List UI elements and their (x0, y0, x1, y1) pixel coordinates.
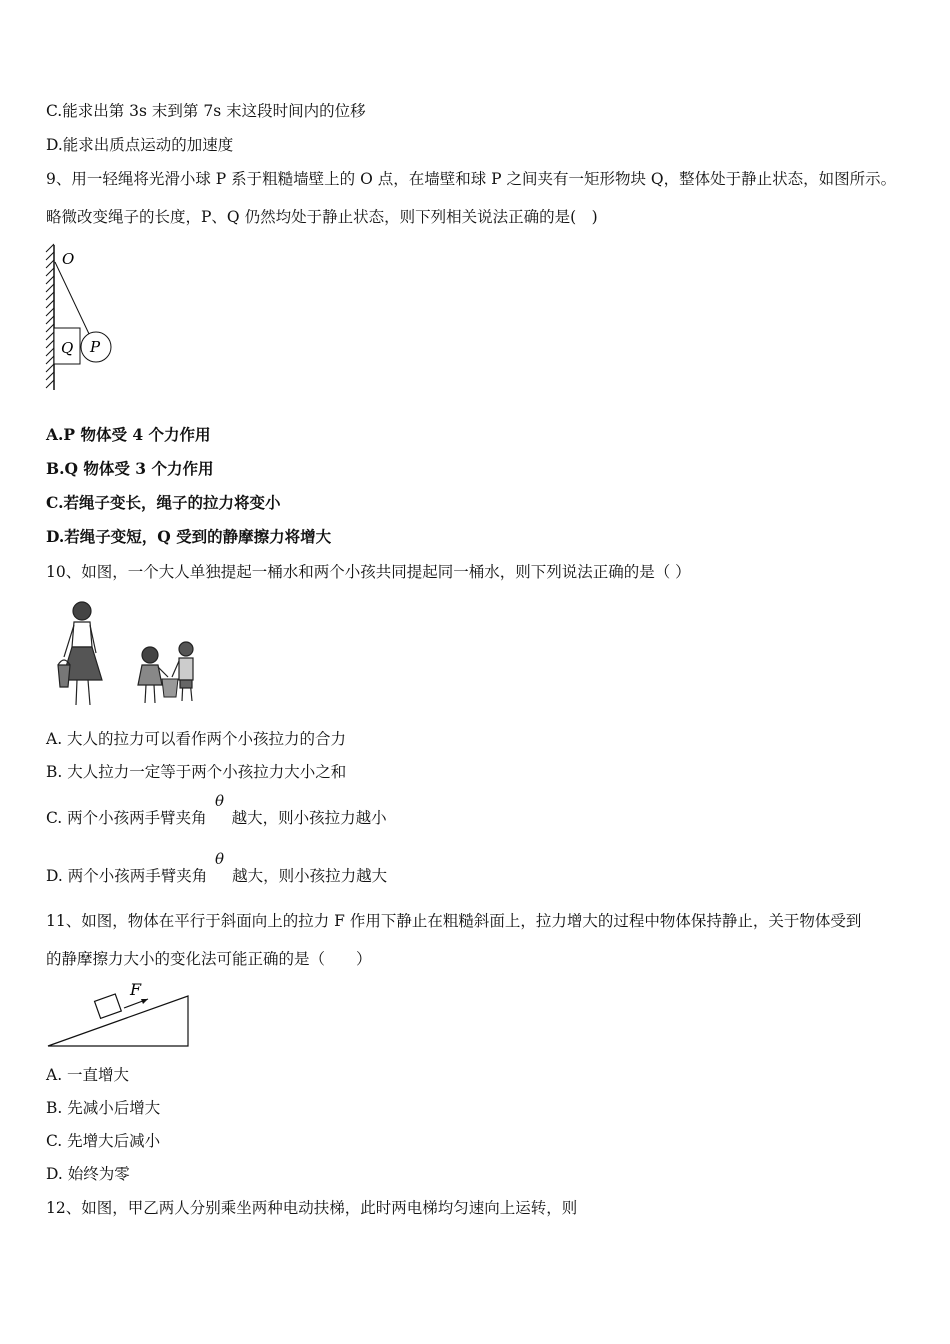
label-p: P (90, 338, 101, 356)
q12-stem: 12、如图，甲乙两人分别乘坐两种电动扶梯，此时两电梯均匀速向上运转，则 (46, 1199, 578, 1217)
q9-option-c: C.若绳子变长，绳子的拉力将变小 (46, 493, 281, 512)
q10-option-d-head: D. 两个小孩两手臂夹角 (46, 867, 208, 885)
q9-option-d: D.若绳子变短，Q 受到的静摩擦力将增大 (46, 527, 332, 546)
q11-option-d: D. 始终为零 (46, 1165, 130, 1183)
q11-option-a: A. 一直增大 (46, 1066, 130, 1084)
q11-option-c: C. 先增大后减小 (46, 1132, 161, 1150)
q11-incline-figure (44, 978, 194, 1050)
q8-option-d: D.能求出质点运动的加速度 (46, 136, 234, 154)
q10-option-c-head: C. 两个小孩两手臂夹角 (46, 809, 207, 827)
q11-option-b: B. 先减小后增大 (46, 1099, 161, 1117)
label-f: F (130, 980, 142, 999)
label-q: Q (61, 339, 74, 357)
q9-wall-ball-figure (40, 240, 120, 395)
q9-stem-line1: 9、用一轻绳将光滑小球 P 系于粗糙墙壁上的 O 点，在墙壁和球 P 之间夹有一矩形物块 Q，整体处于静止状态，如图所示。 (46, 170, 897, 188)
q10-stem: 10、如图，一个大人单独提起一桶水和两个小孩共同提起同一桶水，则下列说法正确的是（ ） (46, 563, 691, 581)
q9-option-b: B.Q 物体受 3 个力作用 (46, 459, 214, 478)
q9-option-a: A.P 物体受 4 个力作用 (46, 425, 211, 444)
q10-option-d-tail: 越大，则小孩拉力越大 (232, 867, 388, 885)
q10-option-c-tail: 越大，则小孩拉力越小 (231, 809, 387, 827)
q10-option-d (46, 866, 387, 886)
theta-symbol-c: θ (215, 792, 225, 810)
q10-option-c (46, 808, 387, 828)
q8-option-c: C.能求出第 3s 末到第 7s 末这段时间内的位移 (46, 102, 366, 120)
theta-symbol-d: θ (215, 850, 225, 868)
q10-people-figure (44, 595, 209, 713)
q11-stem-line2: 的静摩擦力大小的变化法可能正确的是（ ） (46, 950, 372, 968)
q10-option-b: B. 大人拉力一定等于两个小孩拉力大小之和 (46, 763, 347, 781)
q11-stem-line1: 11、如图，物体在平行于斜面向上的拉力 F 作用下静止在粗糙斜面上，拉力增大的过程中物体保持静止，关于物体受到 (46, 912, 862, 930)
label-o: O (62, 250, 75, 268)
q9-stem-line2: 略微改变绳子的长度，P、Q 仍然均处于静止状态，则下列相关说法正确的是( ) (46, 208, 598, 226)
q10-option-a: A. 大人的拉力可以看作两个小孩拉力的合力 (46, 730, 347, 748)
